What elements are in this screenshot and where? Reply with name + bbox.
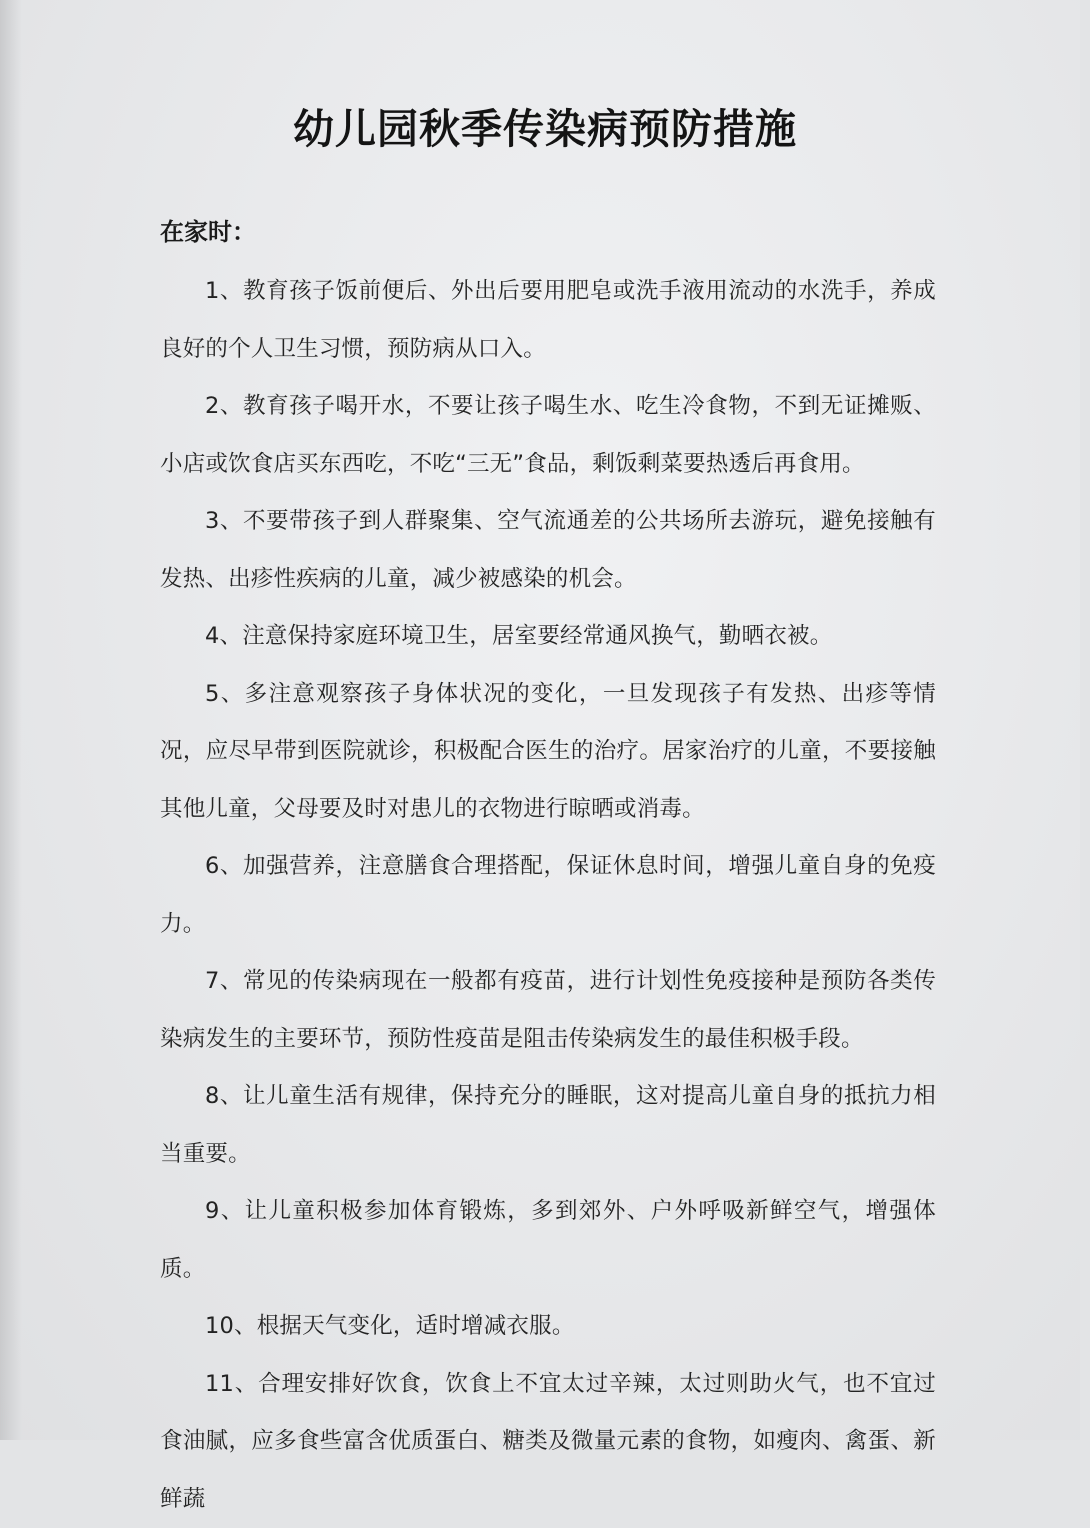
page-edge-shadow: [0, 0, 22, 1440]
measure-item-3: 3、不要带孩子到人群聚集、空气流通差的公共场所去游玩，避免接触有发热、出疹性疾病的儿童，减少被感染的机会。: [160, 493, 936, 608]
measures-list: [160, 263, 936, 1528]
measure-item-9: 9、让儿童积极参加体育锻炼，多到郊外、户外呼吸新鲜空气，增强体质。: [160, 1183, 936, 1298]
measure-item-4: 4、注意保持家庭环境卫生，居室要经常通风换气，勤晒衣被。: [160, 608, 936, 666]
measure-item-6: 6、加强营养，注意膳食合理搭配，保证休息时间，增强儿童自身的免疫力。: [160, 838, 936, 953]
measure-item-2: 2、教育孩子喝开水，不要让孩子喝生水、吃生冷食物，不到无证摊贩、小店或饮食店买东西吃，不吃“三无”食品，剩饭剩菜要热透后再食用。: [160, 378, 936, 493]
section-heading-at-home: 在家时：: [160, 212, 256, 247]
measure-item-10: 10、根据天气变化，适时增减衣服。: [160, 1298, 936, 1356]
document-title: 幼儿园秋季传染病预防措施: [0, 96, 1090, 155]
measure-item-8: 8、让儿童生活有规律，保持充分的睡眠，这对提高儿童自身的抵抗力相当重要。: [160, 1068, 936, 1183]
measure-item-11: 11、合理安排好饮食，饮食上不宜太过辛辣，太过则助火气，也不宜过食油腻，应多食些富含优质蛋白、糖类及微量元素的食物，如瘦肉、禽蛋、新鲜蔬: [160, 1356, 936, 1528]
measure-item-1: 1、教育孩子饭前便后、外出后要用肥皂或洗手液用流动的水洗手，养成良好的个人卫生习惯，预防病从口入。: [160, 263, 936, 378]
measure-item-7: 7、常见的传染病现在一般都有疫苗，进行计划性免疫接种是预防各类传染病发生的主要环节，预防性疫苗是阻击传染病发生的最佳积极手段。: [160, 953, 936, 1068]
measure-item-5: 5、多注意观察孩子身体状况的变化，一旦发现孩子有发热、出疹等情况，应尽早带到医院就诊，积极配合医生的治疗。居家治疗的儿童，不要接触其他儿童，父母要及时对患儿的衣物进行晾晒或消毒。: [160, 666, 936, 839]
